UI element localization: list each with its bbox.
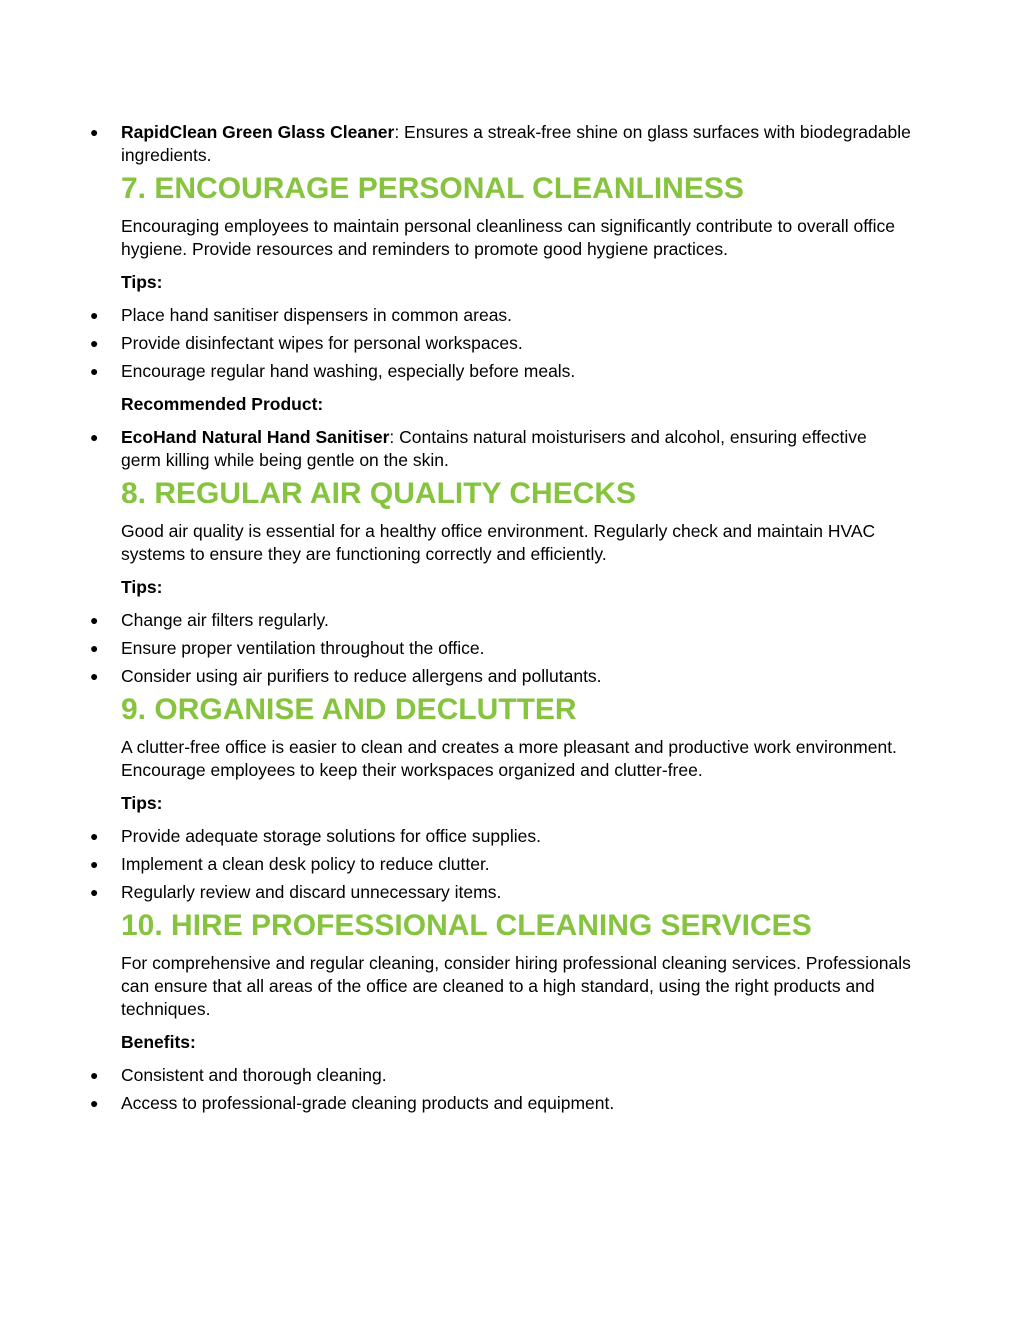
section-7-tip	[90, 332, 911, 355]
section-10-benefits-label: Benefits:	[121, 1032, 196, 1052]
tip-text: Consider using air purifiers to reduce allergens and pollutants.	[121, 666, 602, 686]
product-description: : Ensures a streak-free shine on glass surfaces with biodegradable ingredients.	[121, 122, 911, 165]
recommended-product-label: Recommended Product:	[121, 394, 324, 414]
section-10-paragraph: For comprehensive and regular cleaning, consider hiring professional cleaning services. Professionals can ensure that all areas of the office are cleaned to a high standard, using the right products and techniques.	[121, 953, 911, 1019]
section-8-tips-label: Tips:	[121, 577, 163, 597]
document-content	[90, 121, 911, 1115]
section-9-tip	[90, 825, 911, 848]
tip-text: Change air filters regularly.	[121, 610, 329, 630]
product-name: RapidClean Green Glass Cleaner	[121, 122, 395, 142]
tip-text: Encourage regular hand washing, especially before meals.	[121, 361, 576, 381]
bullet-icon: ●	[90, 612, 99, 628]
bullet-icon: ●	[90, 124, 99, 140]
bullet-icon: ●	[90, 828, 99, 844]
section-9-tips-label: Tips:	[121, 793, 163, 813]
section-7-tip	[90, 360, 911, 383]
benefit-text: Access to professional-grade cleaning products and equipment.	[121, 1093, 615, 1113]
bullet-icon: ●	[90, 363, 99, 379]
benefit-text: Consistent and thorough cleaning.	[121, 1065, 387, 1085]
section-10-heading: 10. HIRE PROFESSIONAL CLEANING SERVICES	[121, 909, 812, 942]
tip-text: Implement a clean desk policy to reduce clutter.	[121, 854, 490, 874]
bullet-icon: ●	[90, 856, 99, 872]
tip-text: Provide adequate storage solutions for office supplies.	[121, 826, 541, 846]
section-9-tip	[90, 881, 911, 904]
section-8-tip	[90, 665, 911, 688]
section-7-paragraph: Encouraging employees to maintain personal cleanliness can significantly contribute to overall office hygiene. Provide resources and reminders to promote good hygiene practices.	[121, 216, 896, 259]
product-name: EcoHand Natural Hand Sanitiser	[121, 427, 390, 447]
section-9-heading: 9. ORGANISE AND DECLUTTER	[121, 693, 577, 726]
product-bullet-rapidclean	[90, 121, 911, 167]
bullet-icon: ●	[90, 335, 99, 351]
section-9-tip	[90, 853, 911, 876]
bullet-icon: ●	[90, 1095, 99, 1111]
section-8-heading: 8. REGULAR AIR QUALITY CHECKS	[121, 477, 637, 510]
section-9-paragraph: A clutter-free office is easier to clean and creates a more pleasant and productive work environment. Encourage employees to keep their workspaces organized and clutter-free.	[121, 737, 897, 780]
section-7-tips-label: Tips:	[121, 272, 163, 292]
section-10-benefit	[90, 1064, 911, 1087]
bullet-icon: ●	[90, 640, 99, 656]
bullet-icon: ●	[90, 429, 99, 445]
product-bullet-ecohand	[90, 426, 911, 472]
tip-text: Ensure proper ventilation throughout the office.	[121, 638, 485, 658]
section-10-benefit	[90, 1092, 911, 1115]
bullet-icon: ●	[90, 1067, 99, 1083]
section-7-tip	[90, 304, 911, 327]
document-page	[0, 121, 1024, 1115]
section-7-heading: 7. ENCOURAGE PERSONAL CLEANLINESS	[121, 172, 744, 205]
tip-text: Place hand sanitiser dispensers in common areas.	[121, 305, 513, 325]
tip-text: Regularly review and discard unnecessary items.	[121, 882, 502, 902]
section-8-paragraph: Good air quality is essential for a healthy office environment. Regularly check and maintain HVAC systems to ensure they are functioning correctly and efficiently.	[121, 521, 876, 564]
section-8-tip	[90, 609, 911, 632]
bullet-icon: ●	[90, 668, 99, 684]
bullet-icon: ●	[90, 307, 99, 323]
tip-text: Provide disinfectant wipes for personal workspaces.	[121, 333, 523, 353]
product-description: : Contains natural moisturisers and alcohol, ensuring effective germ killing while being gentle on the skin.	[121, 427, 867, 470]
bullet-icon: ●	[90, 884, 99, 900]
section-8-tip	[90, 637, 911, 660]
